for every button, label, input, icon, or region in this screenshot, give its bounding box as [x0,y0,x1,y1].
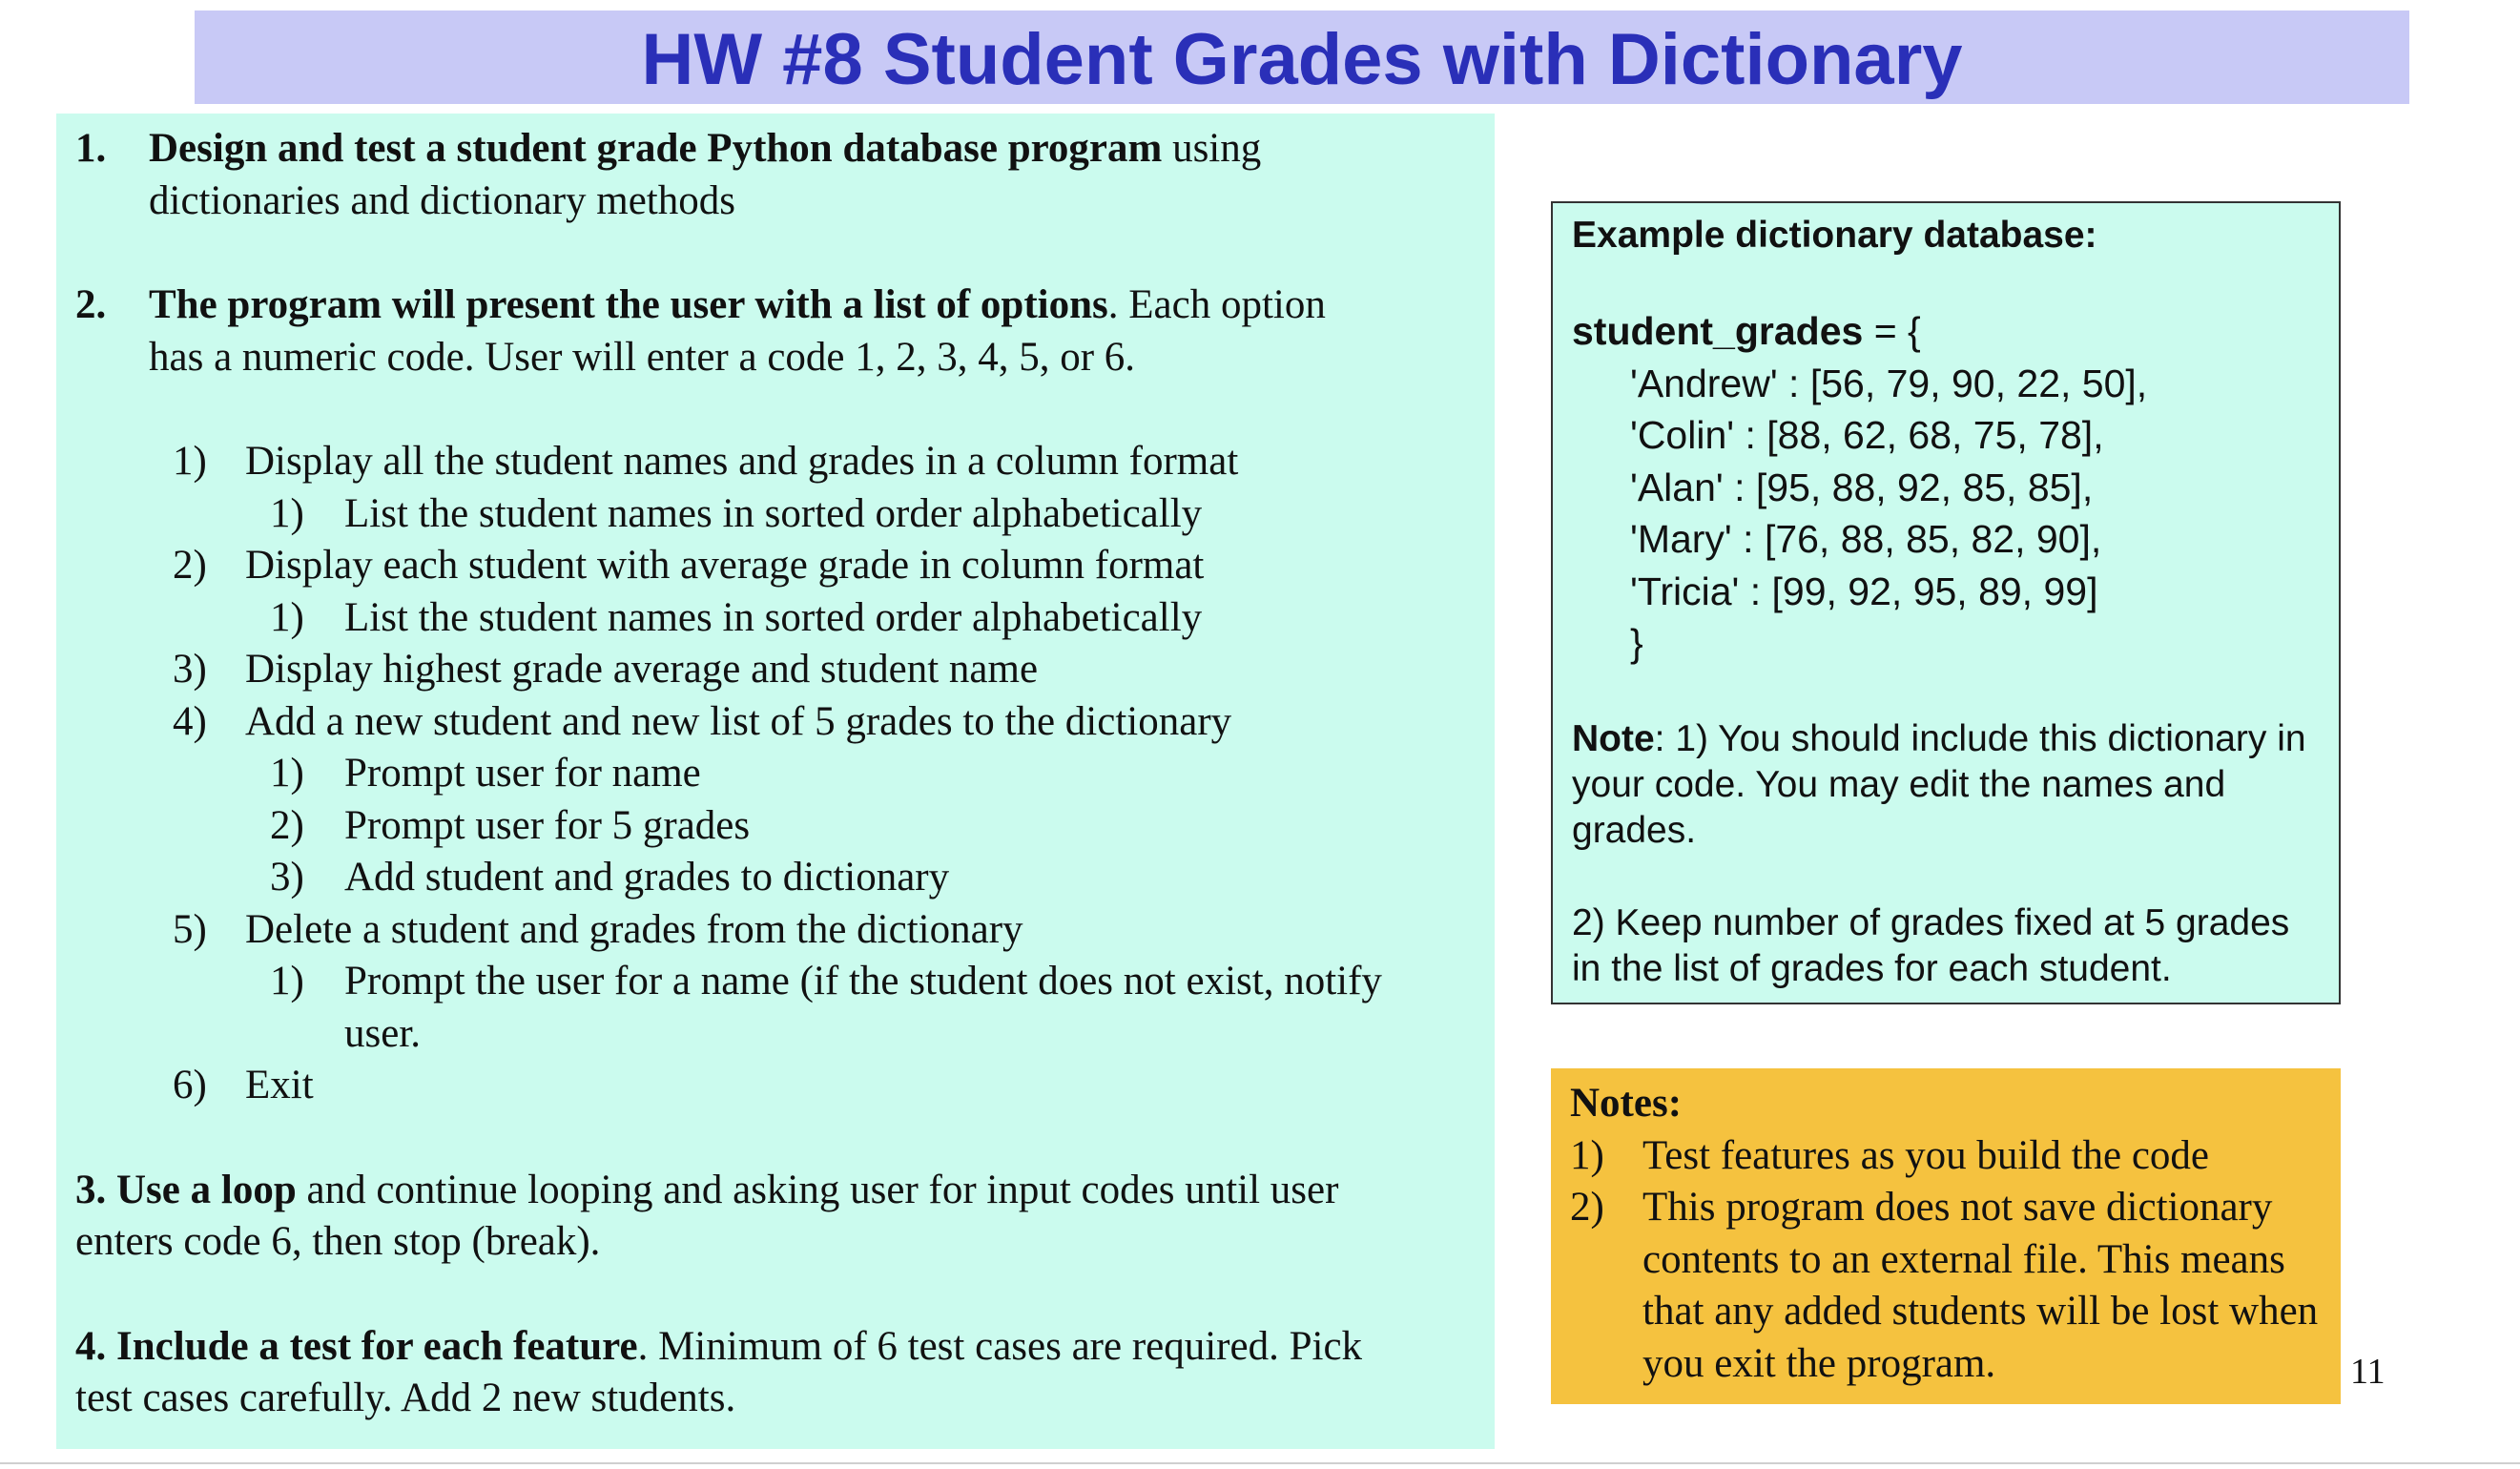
code-entry: 'Mary' : [76, 88, 85, 82, 90], [1630,517,2102,561]
example-heading: Example dictionary database: [1572,215,2097,256]
code-entry: 'Alan' : [95, 88, 92, 85, 85], [1630,465,2094,509]
requirement-bold: The program will present the user with a list of options [149,282,1108,327]
option-subitem: 3) Add student and grades to dictionary [270,855,950,900]
option-item: 3) Display highest grade average and student name [173,647,1039,692]
code-close: } [1630,621,1643,665]
notes-box [1551,1068,2341,1404]
example-note-2: 2) Keep number of grades fixed at 5 grades in the list of grades for each student. [1572,901,2290,989]
requirement-1 [75,123,1476,227]
requirement-number: 1. [75,126,107,171]
option-item: 4) Add a new student and new list of 5 grades to the dictionary [173,698,1232,744]
option-item: 5) Delete a student and grades from the dictionary [173,906,1023,952]
requirement-text: and continue looping and asking user for input codes until user [296,1167,1339,1212]
option-item: 6) Exit [173,1063,314,1107]
requirement-text-line2: has a numeric code. User will enter a code 1, 2, 3, 4, 5, or 6. [149,334,1136,380]
example-note-1: Note: 1) You should include this dictionary in your code. You may edit the names and grades. [1572,717,2306,851]
requirement-bold: 4. Include a test for each feature [75,1323,638,1369]
option-subitem: 1) Prompt user for name [270,751,701,796]
option-subitem: 1) List the student names in sorted order alphabetically [270,490,1203,536]
requirement-3 [75,1165,1476,1269]
requirement-bold: Design and test a student grade Python database program [149,126,1163,171]
requirement-bold: 3. Use a loop [75,1167,297,1212]
options-list [173,436,1476,1112]
requirement-number: 2. [75,282,107,327]
notes-heading: Notes: [1570,1081,1683,1126]
divider [0,1462,2520,1464]
requirement-text: . Minimum of 6 test cases are required. Pick [637,1323,1363,1369]
code-entry: 'Andrew' : [56, 79, 90, 22, 50], [1630,361,2148,405]
requirement-2 [75,279,1476,383]
option-item: 1) Display all the student names and grades in a column format [173,439,1239,484]
example-dictionary-box [1551,201,2341,1004]
title-banner [195,10,2409,104]
requirement-text: using [1162,126,1262,171]
requirement-text-line2: dictionaries and dictionary methods [149,177,735,223]
note-item: 1) Test features as you build the code [1570,1132,2210,1178]
slide-title: HW #8 Student Grades with Dictionary [641,19,1963,100]
code-entry: 'Colin' : [88, 62, 68, 75, 78], [1630,413,2104,457]
code-variable: student_grades [1572,309,1864,353]
note-item: 2) This program does not save dictionary contents to an external file. This means that any added students will be lost when you exit the program. [1570,1185,2319,1386]
page-number: 11 [2350,1352,2386,1392]
code-block: student_grades = { 'Andrew' : [56, 79, 90, 22, 50], 'Colin' : [88, 62, 68, 75, 78], 'Alan' : [95, 88, 92, 85, 85], 'Mary' : [76, 88, 85, 82, 90], 'Tricia' : [99, 92, 95, 89, 99] } [1572,305,2320,670]
option-item: 2) Display each student with average grade in column format [173,543,1205,588]
option-subitem: 1) List the student names in sorted order alphabetically [270,594,1203,640]
requirement-text-line2: enters code 6, then stop (break). [75,1219,601,1264]
requirement-4 [75,1321,1476,1425]
assignment-panel [56,114,1495,1449]
option-subitem: 1) Prompt the user for a name (if the student does not exist, notify user. [270,959,1382,1056]
requirement-text: . Each option [1107,282,1326,327]
code-entry: 'Tricia' : [99, 92, 95, 89, 99] [1630,569,2098,613]
requirement-text-line2: test cases carefully. Add 2 new students. [75,1376,736,1420]
option-subitem: 2) Prompt user for 5 grades [270,802,751,848]
